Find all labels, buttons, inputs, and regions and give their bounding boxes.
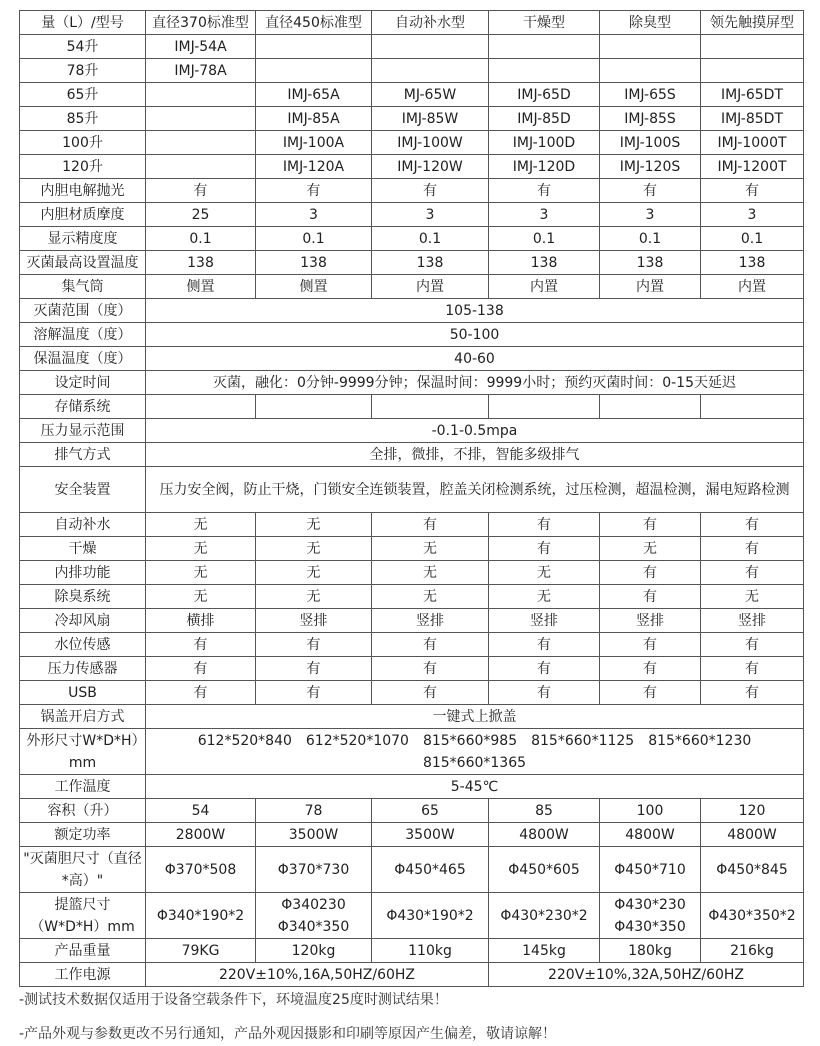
cell: 有 — [701, 179, 804, 203]
row-label: 压力传感器 — [20, 657, 146, 681]
cell: 25 — [146, 203, 256, 227]
cell: 65 — [372, 799, 489, 823]
row-label: 冷却风扇 — [20, 609, 146, 633]
cell: 有 — [600, 681, 701, 705]
table-row — [20, 775, 804, 799]
table-row — [20, 155, 804, 179]
row-label: 溶解温度（度） — [20, 323, 146, 347]
cell: Φ370*508 — [146, 847, 256, 893]
row-label: 排气方式 — [20, 443, 146, 467]
cell: 无 — [372, 537, 489, 561]
merged-cell: 612*520*840 612*520*1070 815*660*985 815*660*1125 815*660*1230 815*660*1365 — [146, 729, 804, 775]
cell: Φ450*710 — [600, 847, 701, 893]
cell: 竖排 — [256, 609, 372, 633]
cell: 3 — [256, 203, 372, 227]
merged-cell: 50-100 — [146, 323, 804, 347]
cell — [701, 35, 804, 59]
table-row — [20, 371, 804, 395]
table-row — [20, 609, 804, 633]
table-row — [20, 893, 804, 939]
cell — [489, 395, 600, 419]
cell: 4800W — [600, 823, 701, 847]
row-label: 压力显示范围 — [20, 419, 146, 443]
row-label: 额定功率 — [20, 823, 146, 847]
cell: Φ450*845 — [701, 847, 804, 893]
cell: 4800W — [701, 823, 804, 847]
cell: 无 — [256, 561, 372, 585]
table-row — [20, 419, 804, 443]
table-row — [20, 83, 804, 107]
cell: 110kg — [372, 939, 489, 963]
cell: IMJ-100A — [256, 131, 372, 155]
cell: 内置 — [600, 275, 701, 299]
cell: IMJ-120W — [372, 155, 489, 179]
cell: 有 — [146, 179, 256, 203]
cell: 54 — [146, 799, 256, 823]
cell: IMJ-85W — [372, 107, 489, 131]
cell: 有 — [489, 537, 600, 561]
table-row — [20, 963, 804, 987]
table-row — [20, 203, 804, 227]
cell: 120 — [701, 799, 804, 823]
row-label: 保温温度（度） — [20, 347, 146, 371]
cell: 无 — [489, 561, 600, 585]
cell — [146, 83, 256, 107]
header-col: 干燥型 — [489, 11, 600, 35]
cell: IMJ-65D — [489, 83, 600, 107]
cell: IMJ-85DT — [701, 107, 804, 131]
cell — [256, 395, 372, 419]
row-label: 除臭系统 — [20, 585, 146, 609]
row-label: 设定时间 — [20, 371, 146, 395]
table-row — [20, 347, 804, 371]
cell: Φ450*605 — [489, 847, 600, 893]
cell: 无 — [256, 537, 372, 561]
table-row — [20, 681, 804, 705]
cell: IMJ-85A — [256, 107, 372, 131]
table-row — [20, 847, 804, 893]
row-label: USB — [20, 681, 146, 705]
row-label: 工作电源 — [20, 963, 146, 987]
cell: 竖排 — [600, 609, 701, 633]
cell: 有 — [701, 657, 804, 681]
cell: 0.1 — [600, 227, 701, 251]
cell: 竖排 — [372, 609, 489, 633]
cell: 内置 — [701, 275, 804, 299]
cell: IMJ-54A — [146, 35, 256, 59]
cell: 有 — [372, 179, 489, 203]
table-row — [20, 939, 804, 963]
row-label: 54升 — [20, 35, 146, 59]
footnotes — [19, 988, 809, 1046]
cell: 无 — [146, 561, 256, 585]
cell: IMJ-1200T — [701, 155, 804, 179]
cell: 内置 — [372, 275, 489, 299]
cell: Φ340*190*2 — [146, 893, 256, 939]
cell — [372, 35, 489, 59]
cell: 有 — [256, 633, 372, 657]
merged-cell: 一键式上掀盖 — [146, 705, 804, 729]
table-row — [20, 633, 804, 657]
cell: 145kg — [489, 939, 600, 963]
cell: IMJ-120D — [489, 155, 600, 179]
cell: 有 — [701, 633, 804, 657]
merged-cell: 压力安全阀，防止干烧，门锁安全连锁装置，腔盖关闭检测系统，过压检测，超温检测，漏电短路检测 — [146, 467, 804, 513]
table-row — [20, 729, 804, 775]
cell: 有 — [256, 657, 372, 681]
cell: 竖排 — [489, 609, 600, 633]
cell: IMJ-65A — [256, 83, 372, 107]
cell: 78 — [256, 799, 372, 823]
table-row — [20, 131, 804, 155]
header-col: 除臭型 — [600, 11, 701, 35]
cell: 3 — [489, 203, 600, 227]
cell: 180kg — [600, 939, 701, 963]
cell — [256, 59, 372, 83]
row-label: 灭菌最高设置温度 — [20, 251, 146, 275]
cell: 有 — [146, 657, 256, 681]
row-label: 85升 — [20, 107, 146, 131]
cell: 无 — [600, 537, 701, 561]
table-row — [20, 561, 804, 585]
row-label: 外形尺寸W*D*H）mm — [20, 729, 146, 775]
cell: 内置 — [489, 275, 600, 299]
row-label: 内胆电解抛光 — [20, 179, 146, 203]
cell: Φ340230 Φ340*350 — [256, 893, 372, 939]
merged-cell: -0.1-0.5mpa — [146, 419, 804, 443]
cell: 138 — [701, 251, 804, 275]
cell — [600, 35, 701, 59]
row-label: 灭菌范围（度） — [20, 299, 146, 323]
row-label: "灭菌胆尺寸（直径*高）" — [20, 847, 146, 893]
row-label: 78升 — [20, 59, 146, 83]
table-row — [20, 443, 804, 467]
cell: 无 — [701, 585, 804, 609]
table-row — [20, 585, 804, 609]
cell: 无 — [372, 585, 489, 609]
cell: 0.1 — [489, 227, 600, 251]
cell: 有 — [489, 179, 600, 203]
cell: 216kg — [701, 939, 804, 963]
merged-cell: 220V±10%,32A,50HZ/60HZ — [489, 963, 804, 987]
cell: 120kg — [256, 939, 372, 963]
cell — [600, 59, 701, 83]
cell — [489, 35, 600, 59]
row-label: 锅盖开启方式 — [20, 705, 146, 729]
cell: 3 — [701, 203, 804, 227]
cell: IMJ-120A — [256, 155, 372, 179]
row-label: 集气筒 — [20, 275, 146, 299]
cell: 有 — [701, 561, 804, 585]
cell: 0.1 — [372, 227, 489, 251]
cell: 4800W — [489, 823, 600, 847]
row-label: 产品重量 — [20, 939, 146, 963]
table-row — [20, 323, 804, 347]
cell: 有 — [372, 657, 489, 681]
cell: 无 — [146, 537, 256, 561]
table-row — [20, 299, 804, 323]
header-col: 直径370标准型 — [146, 11, 256, 35]
table-row — [20, 705, 804, 729]
row-label: 65升 — [20, 83, 146, 107]
cell: 有 — [372, 633, 489, 657]
cell — [256, 35, 372, 59]
cell: 无 — [256, 585, 372, 609]
table-row — [20, 823, 804, 847]
cell: 无 — [146, 585, 256, 609]
table-row — [20, 179, 804, 203]
table-row — [20, 227, 804, 251]
cell: 有 — [489, 513, 600, 537]
cell — [146, 107, 256, 131]
table-row — [20, 467, 804, 513]
merged-cell: 40-60 — [146, 347, 804, 371]
cell: 有 — [146, 681, 256, 705]
cell: Φ430*190*2 — [372, 893, 489, 939]
table-row — [20, 657, 804, 681]
cell: 无 — [146, 513, 256, 537]
row-label: 容积（升） — [20, 799, 146, 823]
merged-cell: 105-138 — [146, 299, 804, 323]
cell: 无 — [372, 561, 489, 585]
table-row — [20, 799, 804, 823]
cell — [372, 59, 489, 83]
merged-cell: 灭菌，融化：0分钟-9999分钟；保温时间：9999小时；预约灭菌时间：0-15天延迟 — [146, 371, 804, 395]
cell — [701, 395, 804, 419]
cell — [701, 59, 804, 83]
table-row — [20, 513, 804, 537]
cell: 有 — [372, 681, 489, 705]
cell: 有 — [256, 681, 372, 705]
footnote: -测试技术数据仅适用于设备空载条件下，环境温度25度时测试结果！ — [19, 992, 448, 1008]
cell: Φ430*230*2 — [489, 893, 600, 939]
cell: Φ430*230 Φ430*350 — [600, 893, 701, 939]
table-row — [20, 395, 804, 419]
cell: 有 — [600, 179, 701, 203]
cell: 100 — [600, 799, 701, 823]
cell: Φ450*465 — [372, 847, 489, 893]
row-label: 100升 — [20, 131, 146, 155]
cell: IMJ-78A — [146, 59, 256, 83]
header-corner: 量（L）/型号 — [20, 11, 146, 35]
cell: 0.1 — [146, 227, 256, 251]
cell: 横排 — [146, 609, 256, 633]
row-label: 内排功能 — [20, 561, 146, 585]
table-row — [20, 107, 804, 131]
spec-table — [19, 10, 804, 987]
table-row — [20, 275, 804, 299]
footnote: -产品外观与参数更改不另行通知，产品外观因摄影和印刷等原因产生偏差，敬请谅解！ — [19, 1026, 557, 1042]
cell: 侧置 — [256, 275, 372, 299]
cell: 有 — [489, 633, 600, 657]
cell: 无 — [489, 585, 600, 609]
cell: 138 — [256, 251, 372, 275]
cell: Φ430*350*2 — [701, 893, 804, 939]
cell: IMJ-85D — [489, 107, 600, 131]
cell: 有 — [256, 179, 372, 203]
cell: 85 — [489, 799, 600, 823]
cell: 138 — [372, 251, 489, 275]
cell: 有 — [701, 681, 804, 705]
row-label: 水位传感 — [20, 633, 146, 657]
cell: IMJ-120S — [600, 155, 701, 179]
cell: IMJ-100D — [489, 131, 600, 155]
cell: 3500W — [256, 823, 372, 847]
row-label: 显示精度度 — [20, 227, 146, 251]
row-label: 工作温度 — [20, 775, 146, 799]
row-label: 120升 — [20, 155, 146, 179]
cell: 0.1 — [701, 227, 804, 251]
cell: 有 — [701, 513, 804, 537]
cell: IMJ-100S — [600, 131, 701, 155]
merged-cell: 220V±10%,16A,50HZ/60HZ — [146, 963, 489, 987]
cell: IMJ-1000T — [701, 131, 804, 155]
cell: IMJ-65S — [600, 83, 701, 107]
row-label: 内胆材质摩度 — [20, 203, 146, 227]
cell: 有 — [600, 585, 701, 609]
cell: 3 — [372, 203, 489, 227]
cell: 138 — [489, 251, 600, 275]
cell: 无 — [256, 513, 372, 537]
merged-cell: 全排，微排，不排，智能多级排气 — [146, 443, 804, 467]
cell: MJ-65W — [372, 83, 489, 107]
cell: 有 — [372, 513, 489, 537]
cell: 有 — [600, 561, 701, 585]
header-col: 领先触摸屏型 — [701, 11, 804, 35]
row-label: 自动补水 — [20, 513, 146, 537]
cell: 有 — [489, 657, 600, 681]
cell: 3500W — [372, 823, 489, 847]
cell — [146, 395, 256, 419]
table-row — [20, 59, 804, 83]
cell — [489, 59, 600, 83]
table-row — [20, 537, 804, 561]
row-label: 提篮尺寸（W*D*H）mm — [20, 893, 146, 939]
cell: 有 — [600, 513, 701, 537]
cell: 0.1 — [256, 227, 372, 251]
cell — [600, 395, 701, 419]
cell: 138 — [600, 251, 701, 275]
table-row — [20, 251, 804, 275]
cell: 3 — [600, 203, 701, 227]
cell: 79KG — [146, 939, 256, 963]
row-label: 安全装置 — [20, 467, 146, 513]
row-label: 干燥 — [20, 537, 146, 561]
cell — [146, 155, 256, 179]
cell: IMJ-100W — [372, 131, 489, 155]
header-col: 自动补水型 — [372, 11, 489, 35]
cell: Φ370*730 — [256, 847, 372, 893]
table-row — [20, 35, 804, 59]
cell: 侧置 — [146, 275, 256, 299]
cell: 竖排 — [701, 609, 804, 633]
cell: 138 — [146, 251, 256, 275]
row-label: 存储系统 — [20, 395, 146, 419]
cell: IMJ-85S — [600, 107, 701, 131]
cell: IMJ-65DT — [701, 83, 804, 107]
cell: 有 — [600, 633, 701, 657]
cell — [146, 131, 256, 155]
cell: 有 — [600, 657, 701, 681]
header-row — [20, 11, 804, 35]
header-col: 直径450标准型 — [256, 11, 372, 35]
cell: 有 — [701, 537, 804, 561]
merged-cell: 5-45℃ — [146, 775, 804, 799]
cell: 有 — [489, 681, 600, 705]
cell: 有 — [146, 633, 256, 657]
cell — [372, 395, 489, 419]
cell: 2800W — [146, 823, 256, 847]
